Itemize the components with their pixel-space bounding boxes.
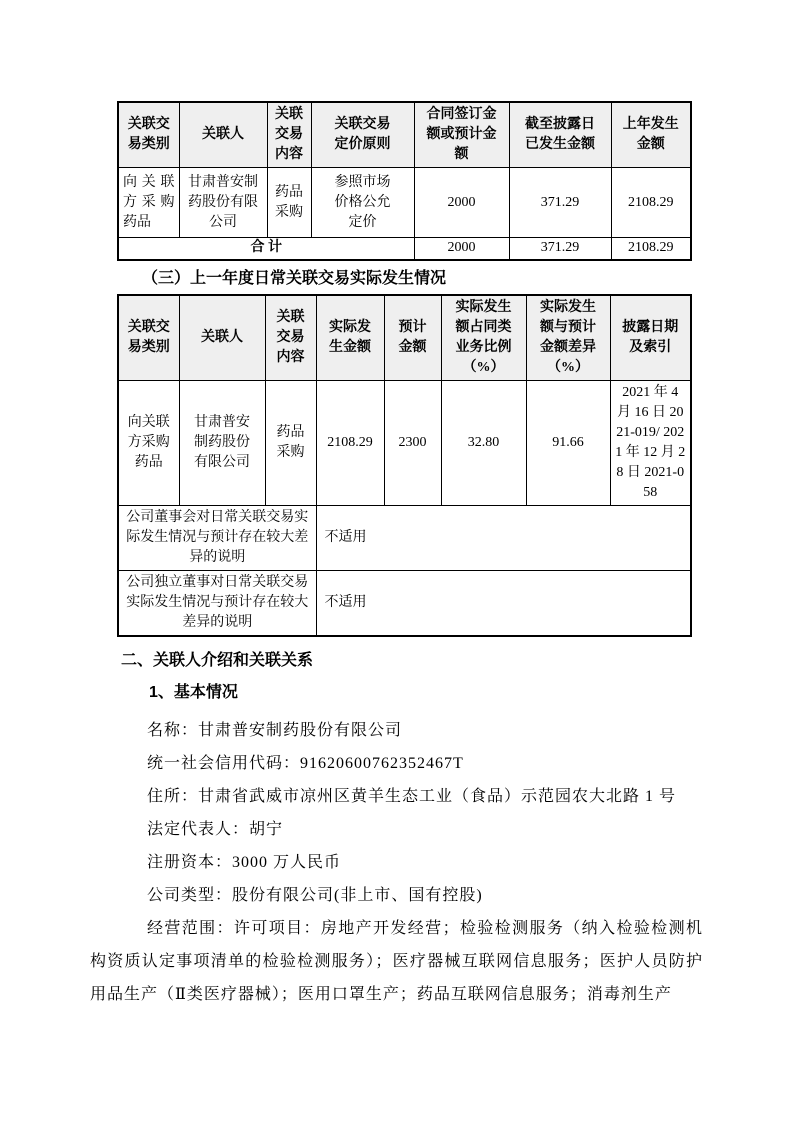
info-line-name: 名称：甘肃普安制药股份有限公司 xyxy=(147,721,403,739)
board-note-row xyxy=(118,505,691,570)
independent-director-note-row xyxy=(118,570,691,636)
basic-info-block xyxy=(90,714,703,1011)
info-line-registered-capital: 注册资本：3000 万人民币 xyxy=(147,853,342,871)
header-estimated-amount: 预计金额 xyxy=(384,295,441,381)
actual-table-data-row xyxy=(118,380,691,505)
subsection-heading-basic-info: 1、基本情况 xyxy=(149,683,238,701)
header-actual-amount: 实际发生金额 xyxy=(316,295,384,381)
header-related-party: 关联人 xyxy=(179,295,265,381)
cell-pricing-principle: 参照市场价格公允定价 xyxy=(311,168,414,238)
header-difference-from-estimate: 实际发生额与预计金额差异（%） xyxy=(526,295,610,381)
total-last-year-amount: 2108.29 xyxy=(611,238,691,260)
header-related-party: 关联人 xyxy=(179,102,267,168)
section-heading-related-party-intro: 二、关联人介绍和关联关系 xyxy=(121,651,314,669)
cell-transaction-content: 药品采购 xyxy=(265,380,316,505)
actual-occurrence-table xyxy=(117,294,692,637)
header-ratio-of-same-type: 实际发生额占同类业务比例（%） xyxy=(441,295,526,381)
header-incurred-to-disclosure-date: 截至披露日已发生金额 xyxy=(509,102,611,168)
header-disclosure-date-index: 披露日期及索引 xyxy=(610,295,691,381)
info-line-legal-representative: 法定代表人：胡宁 xyxy=(147,820,284,838)
info-line-credit-code: 统一社会信用代码：91620600762352467T xyxy=(147,754,464,772)
independent-director-note-value: 不适用 xyxy=(316,570,691,636)
independent-director-note-label: 公司独立董事对日常关联交易实际发生情况与预计存在较大差异的说明 xyxy=(118,570,316,636)
header-pricing-principle: 关联交易定价原则 xyxy=(311,102,414,168)
board-note-label: 公司董事会对日常关联交易实际发生情况与预计存在较大差异的说明 xyxy=(118,505,316,570)
cell-transaction-content: 药品采购 xyxy=(267,168,311,238)
header-transaction-category: 关联交易类别 xyxy=(118,102,179,168)
actual-table-header-row xyxy=(118,295,691,381)
board-note-value: 不适用 xyxy=(316,505,691,570)
header-transaction-content: 关联交易内容 xyxy=(267,102,311,168)
info-line-company-type: 公司类型：股份有限公司(非上市、国有控股) xyxy=(147,886,483,904)
header-last-year-amount: 上年发生金额 xyxy=(611,102,691,168)
cell-incurred-amount: 371.29 xyxy=(509,168,611,238)
estimate-table-data-row xyxy=(118,168,691,238)
header-transaction-category: 关联交易类别 xyxy=(118,295,179,381)
cell-difference-from-estimate: 91.66 xyxy=(526,380,610,505)
cell-transaction-category: 向关联方采购药品 xyxy=(118,168,179,238)
header-transaction-content: 关联交易内容 xyxy=(265,295,316,381)
total-incurred-amount: 371.29 xyxy=(509,238,611,260)
cell-disclosure-date-index: 2021 年 4 月 16 日 2021-019/ 2021 年 12 月 28 日 2021-058 xyxy=(610,380,691,505)
cell-related-party: 甘肃普安制药股份有限公司 xyxy=(179,380,265,505)
cell-transaction-category: 向关联方采购药品 xyxy=(118,380,179,505)
info-line-business-scope: 经营范围：许可项目：房地产开发经营；检验检测服务（纳入检验检测机构资质认定事项清单的检验检测服务）；医疗器械互联网信息服务；医护人员防护用品生产（Ⅱ类医疗器械）；医用口罩生产；药品互联网信息服务；消毒剂生产 xyxy=(90,919,703,1003)
cell-estimated-amount: 2300 xyxy=(384,380,441,505)
cell-contract-amount: 2000 xyxy=(414,168,509,238)
total-contract-amount: 2000 xyxy=(414,238,509,260)
cell-last-year-amount: 2108.29 xyxy=(611,168,691,238)
header-contract-or-estimated-amount: 合同签订金额或预计金额 xyxy=(414,102,509,168)
estimate-table-total-row xyxy=(118,238,691,260)
estimate-table-header-row xyxy=(118,102,691,168)
info-line-address: 住所：甘肃省武威市凉州区黄羊生态工业（食品）示范园农大北路 1 号 xyxy=(147,787,677,805)
cell-actual-amount: 2108.29 xyxy=(316,380,384,505)
cell-related-party: 甘肃普安制药股份有限公司 xyxy=(179,168,267,238)
estimate-table xyxy=(117,101,692,261)
total-label: 合 计 xyxy=(118,238,414,260)
cell-ratio-of-same-type: 32.80 xyxy=(441,380,526,505)
section-heading-actual-occurrence: （三）上一年度日常关联交易实际发生情况 xyxy=(142,269,447,287)
